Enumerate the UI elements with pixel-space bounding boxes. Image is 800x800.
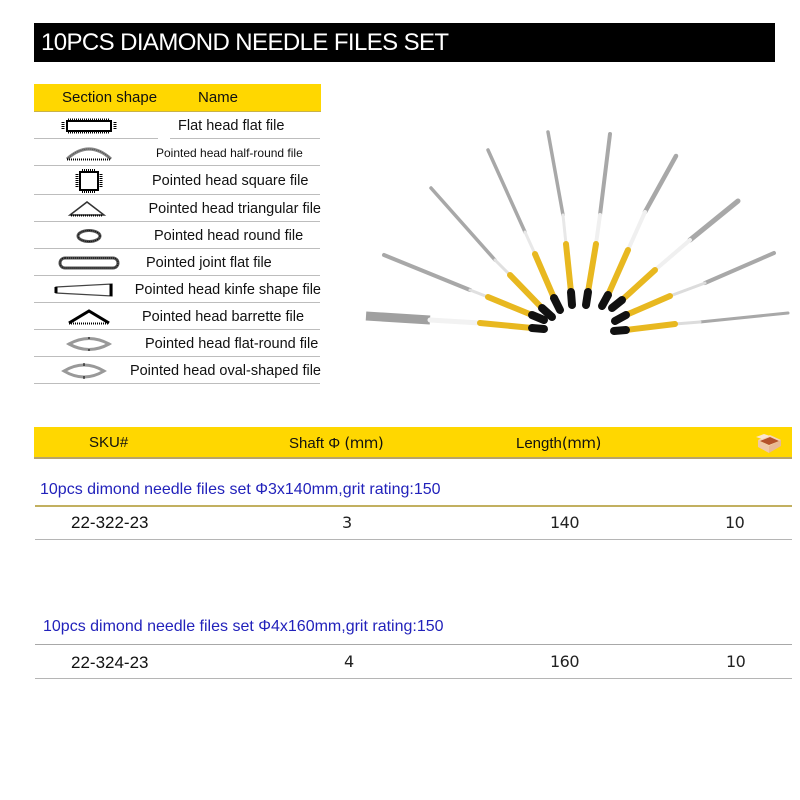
flat-round-section-icon <box>34 335 144 353</box>
section-shape-table <box>34 84 321 384</box>
file-name: Pointed head oval-shaped file <box>129 362 321 379</box>
set-title: 10pcs dimond needle files set Φ4x160mm,grit rating:150 <box>43 618 444 635</box>
triangular-section-icon <box>34 200 140 218</box>
box-icon <box>754 432 784 458</box>
shaft-value: 3 <box>342 513 352 532</box>
section-row <box>34 195 321 222</box>
section-row <box>34 166 321 195</box>
length-header <box>516 434 601 452</box>
section-table-header <box>34 84 321 112</box>
section-row <box>34 357 321 384</box>
barrette-section-icon <box>34 308 144 326</box>
section-shape-header: Section shape <box>62 89 158 106</box>
table-row <box>35 505 792 540</box>
shaft-header <box>289 434 383 452</box>
half-round-section-icon <box>34 144 144 162</box>
section-row <box>34 303 321 330</box>
section-row <box>34 222 321 249</box>
file-name: Pointed head flat-round file <box>145 335 319 352</box>
length-label: Length <box>516 435 562 452</box>
sku-header: SKU# <box>89 434 129 451</box>
page-title: 10PCS DIAMOND NEEDLE FILES SET <box>34 23 775 62</box>
qty-value: 10 <box>725 513 745 532</box>
knife-section-icon <box>34 282 134 298</box>
length-unit: (mm) <box>561 434 601 452</box>
file-name: Pointed head kinfe shape file <box>134 281 321 298</box>
section-row <box>34 330 321 357</box>
shaft-label: Shaft Φ <box>289 435 341 452</box>
joint-flat-section-icon <box>34 255 144 271</box>
length-value: 160 <box>550 652 580 671</box>
round-section-icon <box>34 228 144 244</box>
sku-table-header <box>34 427 792 459</box>
set-title: 10pcs dimond needle files set Φ3x140mm,grit rating:150 <box>40 481 441 498</box>
sku-value: 22-324-23 <box>71 653 149 672</box>
file-name: Pointed head triangular file <box>148 200 321 217</box>
file-name: Pointed head round file <box>154 227 304 244</box>
file-name: Pointed head half-round file <box>156 145 303 160</box>
shaft-unit: (mm) <box>344 434 384 452</box>
product-photo <box>360 120 800 350</box>
file-name: Flat head flat file <box>178 117 285 134</box>
oval-section-icon <box>34 362 135 380</box>
file-name: Pointed head square file <box>152 172 309 189</box>
file-name: Pointed joint flat file <box>146 254 272 271</box>
qty-value: 10 <box>726 652 746 671</box>
file-name: Pointed head barrette file <box>142 308 305 325</box>
square-section-icon <box>34 169 144 193</box>
section-row <box>34 249 321 276</box>
flat-section-icon <box>34 117 144 135</box>
sku-value: 22-322-23 <box>71 513 149 532</box>
name-header: Name <box>198 89 239 106</box>
section-row <box>34 276 321 303</box>
section-row <box>34 139 321 166</box>
shaft-value: 4 <box>344 652 354 671</box>
length-value: 140 <box>550 513 580 532</box>
table-row <box>35 644 792 679</box>
section-row <box>34 112 321 139</box>
